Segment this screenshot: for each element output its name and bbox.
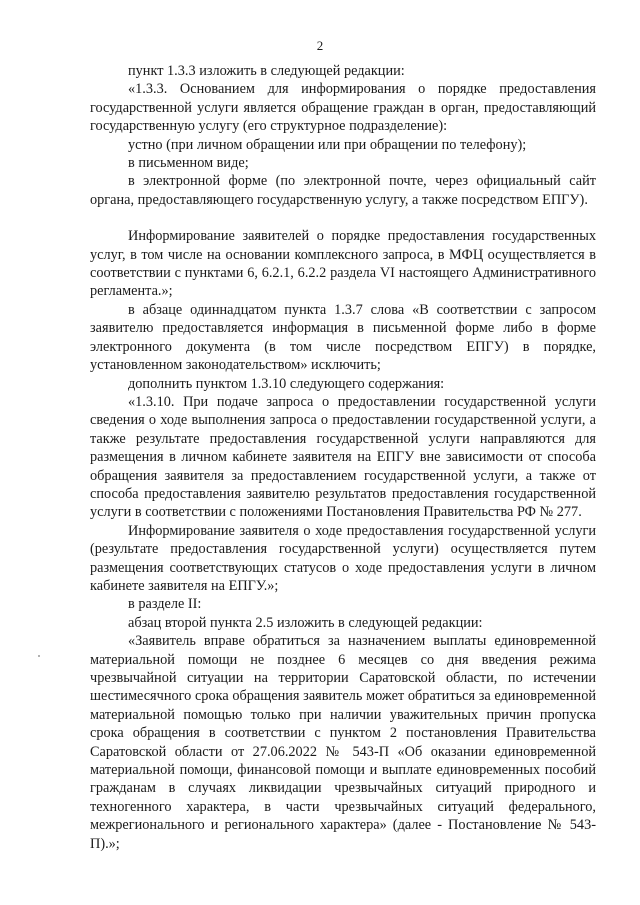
page-number: 2 (316, 38, 324, 53)
paragraph: «1.3.10. При подаче запроса о предоставлении государственной услуги сведения о ходе выполнения запроса о предоставлении государственной услуги, а также результате предоставления государственной услуги направляются для размещения в личном кабинете заявителя на ЕПГУ вне зависимости от способа обращения заявителя за предоставлением государственной услуги, а также от способа предоставления заявителю результатов предоставления государственной услуги в соответствии с положениями Постановления Правительства РФ № 277. (90, 393, 596, 521)
paragraph: в письменном виде; (128, 155, 249, 172)
paragraph: «1.3.3. Основанием для информирования о порядке предоставления государственной услуги является обращение граждан в орган, предоставляющий государственную услугу (его структурное подразделение): (90, 81, 596, 135)
paragraph-gap (90, 209, 596, 227)
paragraph: в разделе II: (128, 596, 202, 613)
paragraph: абзац второй пункта 2.5 изложить в следующей редакции: (128, 614, 483, 631)
paragraph: Информирование заявителей о порядке предоставления государственных услуг, в том числе на основании комплексного запроса, в МФЦ осуществляется в соответствии с пунктами 6, 6.2.1, 6.2.2 раздела VI настоящего Административного регламента.»; (90, 228, 596, 300)
document-body (90, 62, 596, 853)
paragraph: устно (при личном обращении или при обращении по телефону); (128, 136, 527, 153)
paragraph: Информирование заявителя о ходе предоставления государственной услуги (результате предоставления государственной услуги) осуществляется путем размещения соответствующих статусов о ходе предоставления услуги в личном кабинете заявителя на ЕПГУ.»; (90, 522, 596, 594)
paragraph: дополнить пунктом 1.3.10 следующего содержания: (128, 375, 445, 392)
paragraph: пункт 1.3.3 изложить в следующей редакции: (128, 63, 405, 79)
paragraph: в электронной форме (по электронной почте, через официальный сайт органа, предоставляющего государственную услугу, а также посредством ЕПГУ). (90, 173, 596, 208)
paragraph: «Заявитель вправе обратиться за назначением выплаты единовременной материальной помощи не позднее 6 месяцев со дня введения режима чрезвычайной ситуации на территории Саратовской области, по истечении шестимесячного срока обращения заявитель может обратиться за единовременной материальной помощью только при наличии уважительных причин пропуска срока обращения в соответствии с пунктом 2 постановления Правительства Саратовской области от 27.06.2022 № 543-П «Об оказании единовременной материальной помощи, финансовой помощи и выплате единовременных пособий гражданам в случаях ликвидации чрезвычайных ситуаций природного и техногенного характера, в части чрезвычайных ситуаций федерального, межрегионального и регионального характера» (далее - Постановление № 543-П).»; (90, 633, 596, 852)
scan-speck (38, 655, 40, 657)
paragraph: в абзаце одиннадцатом пункта 1.3.7 слова «В соответствии с запросом заявителю предоставляется информация в письменной форме либо в форме электронного документа (в том числе посредством ЕПГУ) в порядке, установленном законодательством» исключить; (90, 301, 596, 374)
